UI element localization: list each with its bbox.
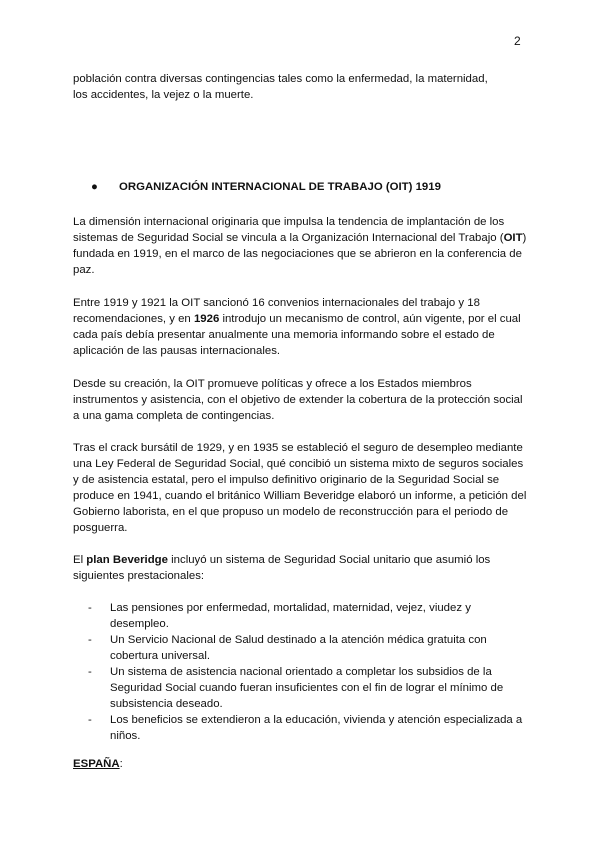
list-item: - Las pensiones por enfermedad, mortalidad, maternidad, vejez, viudez y desempleo. <box>88 602 471 630</box>
intro-paragraph <box>73 71 531 103</box>
bold-term: OIT <box>503 232 523 244</box>
section-heading-text: ORGANIZACIÓN INTERNACIONAL DE TRABAJO (OIT) 1919 <box>119 181 441 193</box>
list-item: - Un sistema de asistencia nacional orientado a completar los subsidios de la Seguridad Social cuando fueran insuficientes con el fin de lograr el mínimo de subsistencia deseado. <box>88 666 504 710</box>
dash-icon: - <box>88 602 92 614</box>
section-heading <box>73 181 441 193</box>
intro-line: los accidentes, la vejez o la muerte. <box>73 89 254 101</box>
bullet-icon: ● <box>91 181 98 193</box>
spain-heading-text: ESPAÑA <box>73 758 120 770</box>
paragraph-oit-mission: Desde su creación, la OIT promueve políticas y ofrece a los Estados miembros instrumentos y asistencia, con el objetivo de extender la cobertura de la protección social a una gama completa de contingencias. <box>73 378 523 422</box>
paragraph-oit-conventions: Entre 1919 y 1921 la OIT sancionó 16 convenios internacionales del trabajo y 18 recomendaciones, y en 1926 introdujo un mecanismo de control, aún vigente, por el cual cada país debía presentar anualmente una memoria informando sobre el estado de aplicación de las pausas internacionales. <box>73 297 521 357</box>
dash-icon: - <box>88 666 92 678</box>
paragraph-oit-origin: La dimensión internacional originaria que impulsa la tendencia de implantación de los sistemas de Seguridad Social se vincula a la Organización Internacional del Trabajo (OIT) fundada en 1919, en el marco de las negociaciones que se abrieron en la conferencia de paz. <box>73 216 527 276</box>
dash-icon: - <box>88 714 92 726</box>
bold-plan-name: plan Beveridge <box>86 554 168 566</box>
list-item: - Un Servicio Nacional de Salud destinado a la atención médica gratuita con cobertura universal. <box>88 634 487 662</box>
paragraph-beveridge-plan: El plan Beveridge incluyó un sistema de Seguridad Social unitario que asumió los siguientes prestacionales: <box>73 554 491 582</box>
paragraph-beveridge-history: Tras el crack bursátil de 1929, y en 1935 se estableció el seguro de desempleo mediante una Ley Federal de Seguridad Social, qué concibió un sistema mixto de seguros sociales y de asistencia estatal, pero el impulso definitivo originario de la Seguridad Social se produce en 1941, cuando el británico William Beveridge elaboró un informe, a petición del Gobierno laborista, en el que propuso un modelo de reconstrucción para el periodo de posguerra. <box>73 442 527 534</box>
spain-heading: ESPAÑA: <box>73 758 123 770</box>
page-number: 2 <box>514 34 521 48</box>
dash-icon: - <box>88 634 92 646</box>
bold-year: 1926 <box>193 313 220 325</box>
intro-line: población contra diversas contingencias tales como la enfermedad, la maternidad, <box>73 73 488 85</box>
benefits-list <box>88 600 528 744</box>
list-item: - Los beneficios se extendieron a la educación, vivienda y atención especializada a niños. <box>88 714 523 742</box>
